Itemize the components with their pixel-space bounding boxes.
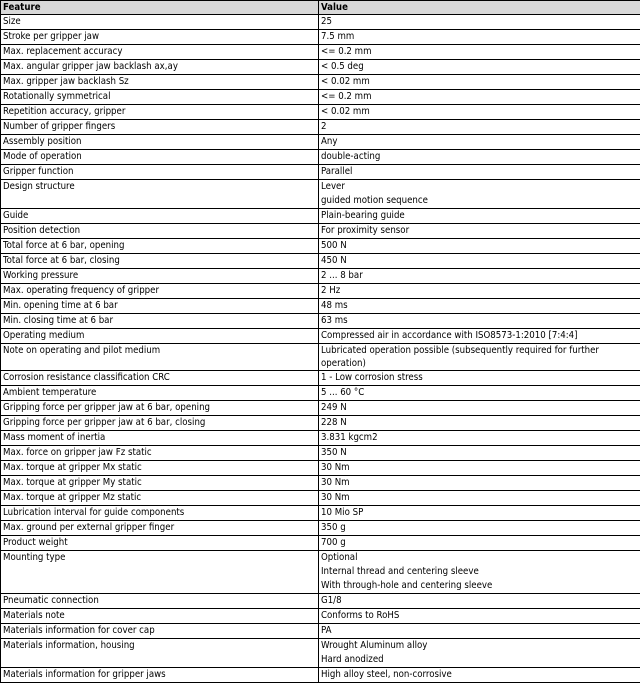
value-cell <box>319 416 640 431</box>
value-line: < 0.02 mm <box>321 75 640 89</box>
table-row <box>1 609 640 624</box>
value-cell <box>319 120 640 135</box>
value-cell <box>319 476 640 491</box>
feature-cell: Materials information, housing <box>1 639 319 668</box>
table-row <box>1 209 640 224</box>
table-row <box>1 536 640 551</box>
table-row <box>1 150 640 165</box>
value-line: Hard anodized <box>321 653 640 667</box>
value-line: 63 ms <box>321 314 640 328</box>
value-line: 5 ... 60 °C <box>321 386 640 400</box>
value-line: For proximity sensor <box>321 224 640 238</box>
table-row <box>1 314 640 329</box>
value-cell <box>319 536 640 551</box>
value-cell <box>319 224 640 239</box>
value-cell <box>319 269 640 284</box>
table-row <box>1 45 640 60</box>
value-line: 7.5 mm <box>321 30 640 44</box>
value-cell <box>319 431 640 446</box>
value-line: PA <box>321 624 640 638</box>
feature-cell: Stroke per gripper jaw <box>1 30 319 45</box>
value-line: 700 g <box>321 536 640 550</box>
table-row <box>1 431 640 446</box>
value-line: Wrought Aluminum alloy <box>321 639 640 653</box>
table-row <box>1 30 640 45</box>
value-cell <box>319 314 640 329</box>
value-line: Optional <box>321 551 640 565</box>
table-row <box>1 254 640 269</box>
value-line: With through-hole and centering sleeve <box>321 579 640 593</box>
table-row <box>1 639 640 668</box>
value-line: 228 N <box>321 416 640 430</box>
value-line: 500 N <box>321 239 640 253</box>
table-row <box>1 506 640 521</box>
table-row <box>1 446 640 461</box>
feature-cell: Min. opening time at 6 bar <box>1 299 319 314</box>
value-cell <box>319 344 640 371</box>
value-cell <box>319 386 640 401</box>
table-row <box>1 401 640 416</box>
table-row <box>1 329 640 344</box>
feature-cell: Total force at 6 bar, closing <box>1 254 319 269</box>
value-cell <box>319 521 640 536</box>
feature-cell: Max. force on gripper jaw Fz static <box>1 446 319 461</box>
value-line: 30 Nm <box>321 476 640 490</box>
feature-cell: Max. gripper jaw backlash Sz <box>1 75 319 90</box>
value-line: 450 N <box>321 254 640 268</box>
value-cell <box>319 30 640 45</box>
value-cell <box>319 284 640 299</box>
feature-cell: Design structure <box>1 180 319 209</box>
value-line: Conforms to RoHS <box>321 609 640 623</box>
table-row <box>1 344 640 371</box>
feature-cell: Guide <box>1 209 319 224</box>
feature-cell: Mounting type <box>1 551 319 594</box>
feature-cell: Max. angular gripper jaw backlash ax,ay <box>1 60 319 75</box>
feature-cell: Working pressure <box>1 269 319 284</box>
value-line: Parallel <box>321 165 640 179</box>
value-line: Lubricated operation possible (subsequently required for further operation) <box>321 344 640 370</box>
table-row <box>1 491 640 506</box>
feature-cell: Mass moment of inertia <box>1 431 319 446</box>
table-header-row <box>1 1 640 15</box>
feature-cell: Corrosion resistance classification CRC <box>1 371 319 386</box>
value-line: 10 Mio SP <box>321 506 640 520</box>
value-cell <box>319 609 640 624</box>
table-row <box>1 386 640 401</box>
feature-cell: Max. torque at gripper Mx static <box>1 461 319 476</box>
table-row <box>1 624 640 639</box>
feature-cell: Number of gripper fingers <box>1 120 319 135</box>
table-row <box>1 594 640 609</box>
value-line: Lever <box>321 180 640 194</box>
feature-cell: Lubrication interval for guide components <box>1 506 319 521</box>
header-value: Value <box>319 1 640 15</box>
value-cell <box>319 60 640 75</box>
table-row <box>1 180 640 209</box>
value-line: High alloy steel, non-corrosive <box>321 668 640 682</box>
value-line: Internal thread and centering sleeve <box>321 565 640 579</box>
feature-cell: Max. ground per external gripper finger <box>1 521 319 536</box>
feature-cell: Ambient temperature <box>1 386 319 401</box>
feature-cell: Max. replacement accuracy <box>1 45 319 60</box>
value-cell <box>319 624 640 639</box>
feature-cell: Rotationally symmetrical <box>1 90 319 105</box>
table-row <box>1 461 640 476</box>
value-cell <box>319 461 640 476</box>
feature-cell: Max. torque at gripper My static <box>1 476 319 491</box>
value-line: 2 Hz <box>321 284 640 298</box>
value-line: 30 Nm <box>321 461 640 475</box>
table-row <box>1 476 640 491</box>
value-line: G1/8 <box>321 594 640 608</box>
value-line: <= 0.2 mm <box>321 45 640 59</box>
value-line: 30 Nm <box>321 491 640 505</box>
value-cell <box>319 150 640 165</box>
feature-cell: Max. torque at gripper Mz static <box>1 491 319 506</box>
feature-cell: Gripping force per gripper jaw at 6 bar, opening <box>1 401 319 416</box>
feature-cell: Materials information for gripper jaws <box>1 668 319 683</box>
value-line: 25 <box>321 15 640 29</box>
value-cell <box>319 254 640 269</box>
table-row <box>1 135 640 150</box>
value-cell <box>319 209 640 224</box>
table-row <box>1 284 640 299</box>
value-line: guided motion sequence <box>321 194 640 208</box>
value-line: 350 N <box>321 446 640 460</box>
feature-cell: Mode of operation <box>1 150 319 165</box>
value-cell <box>319 45 640 60</box>
value-line: Compressed air in accordance with ISO8573-1:2010 [7:4:4] <box>321 329 640 343</box>
table-row <box>1 15 640 30</box>
feature-cell: Repetition accuracy, gripper <box>1 105 319 120</box>
value-cell <box>319 15 640 30</box>
value-line: <= 0.2 mm <box>321 90 640 104</box>
value-cell <box>319 180 640 209</box>
value-cell <box>319 105 640 120</box>
value-line: 48 ms <box>321 299 640 313</box>
feature-cell: Total force at 6 bar, opening <box>1 239 319 254</box>
value-cell <box>319 639 640 668</box>
table-row <box>1 165 640 180</box>
value-line: Any <box>321 135 640 149</box>
value-line: 2 <box>321 120 640 134</box>
value-cell <box>319 165 640 180</box>
value-line: Plain-bearing guide <box>321 209 640 223</box>
table-row <box>1 60 640 75</box>
value-line: 350 g <box>321 521 640 535</box>
table-row <box>1 668 640 683</box>
value-line: double-acting <box>321 150 640 164</box>
value-cell <box>319 90 640 105</box>
table-row <box>1 105 640 120</box>
table-body <box>1 15 640 683</box>
table-row <box>1 551 640 594</box>
feature-cell: Size <box>1 15 319 30</box>
feature-cell: Pneumatic connection <box>1 594 319 609</box>
table-row <box>1 224 640 239</box>
table-row <box>1 269 640 284</box>
feature-cell: Gripping force per gripper jaw at 6 bar, closing <box>1 416 319 431</box>
table-row <box>1 416 640 431</box>
value-line: 249 N <box>321 401 640 415</box>
value-cell <box>319 401 640 416</box>
value-cell <box>319 135 640 150</box>
value-line: 3.831 kgcm2 <box>321 431 640 445</box>
value-line: 2 ... 8 bar <box>321 269 640 283</box>
feature-cell: Materials information for cover cap <box>1 624 319 639</box>
table-row <box>1 521 640 536</box>
table-row <box>1 75 640 90</box>
feature-cell: Max. operating frequency of gripper <box>1 284 319 299</box>
value-cell <box>319 239 640 254</box>
feature-cell: Gripper function <box>1 165 319 180</box>
feature-cell: Note on operating and pilot medium <box>1 344 319 371</box>
value-cell <box>319 299 640 314</box>
table-row <box>1 299 640 314</box>
value-cell <box>319 329 640 344</box>
table-row <box>1 90 640 105</box>
feature-cell: Assembly position <box>1 135 319 150</box>
feature-cell: Operating medium <box>1 329 319 344</box>
table-row <box>1 371 640 386</box>
value-cell <box>319 75 640 90</box>
value-cell <box>319 506 640 521</box>
table-row <box>1 120 640 135</box>
value-line: 1 - Low corrosion stress <box>321 371 640 385</box>
value-cell <box>319 668 640 683</box>
value-cell <box>319 371 640 386</box>
header-feature: Feature <box>1 1 319 15</box>
value-cell <box>319 594 640 609</box>
feature-cell: Materials note <box>1 609 319 624</box>
value-cell <box>319 491 640 506</box>
value-line: < 0.02 mm <box>321 105 640 119</box>
feature-cell: Product weight <box>1 536 319 551</box>
feature-cell: Position detection <box>1 224 319 239</box>
value-line: < 0.5 deg <box>321 60 640 74</box>
table-row <box>1 239 640 254</box>
value-cell <box>319 446 640 461</box>
value-cell <box>319 551 640 594</box>
feature-cell: Min. closing time at 6 bar <box>1 314 319 329</box>
